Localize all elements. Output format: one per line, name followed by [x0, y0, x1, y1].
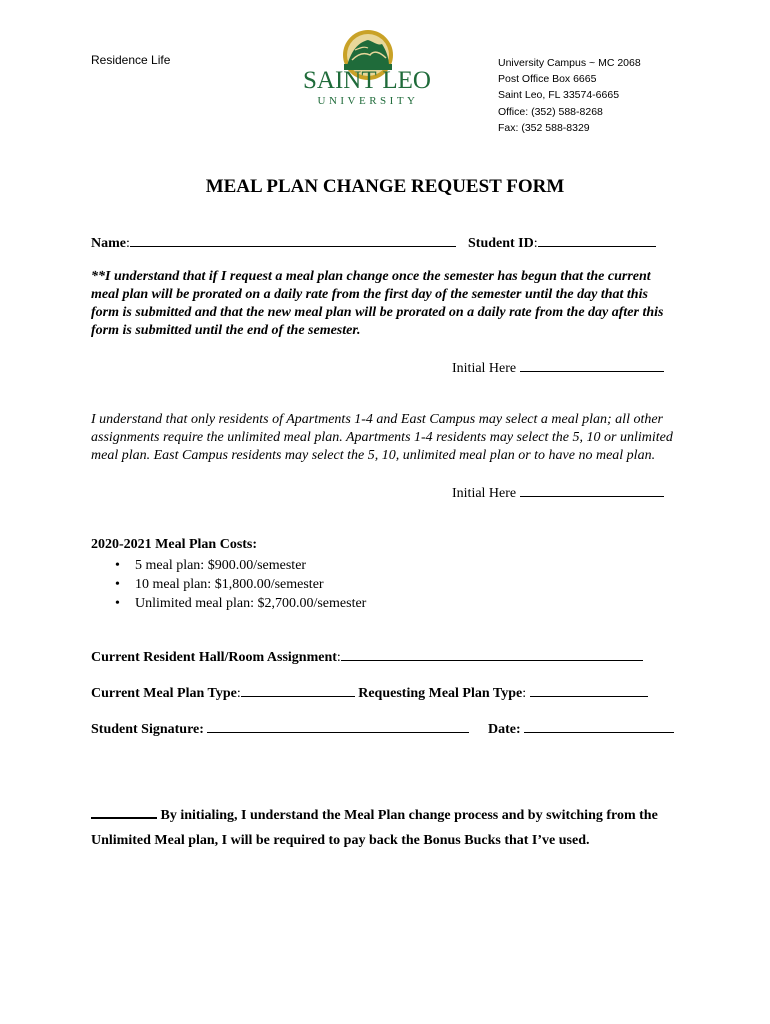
requesting-plan-field[interactable] — [530, 683, 648, 697]
student-id-row: Student ID: — [468, 233, 656, 252]
residence-row: Current Resident Hall/Room Assignment: — [91, 647, 643, 666]
address-block — [498, 55, 641, 136]
saint-leo-logo — [300, 28, 435, 108]
student-id-label: Student ID — [468, 236, 534, 251]
initial-row-1 — [452, 358, 664, 377]
initial-row-2 — [452, 483, 664, 502]
acknowledgement-text: By initialing, I understand the Meal Plan change process and by switching from the Unlimited Meal plan, I will be required to pay back the Bonus Bucks that I’ve used. — [91, 808, 658, 848]
address-line: Saint Leo, FL 33574-6665 — [498, 89, 620, 102]
costs-list — [91, 556, 366, 613]
current-plan-label: Current Meal Plan Type — [91, 686, 237, 701]
address-line: Post Office Box 6665 — [498, 73, 597, 86]
initial-field-2[interactable] — [520, 483, 664, 497]
name-label: Name — [91, 236, 126, 251]
logo-name: SAINT LEO — [302, 67, 432, 94]
costs-title: 2020-2021 Meal Plan Costs: — [91, 537, 258, 552]
list-item: • 10 meal plan: $1,800.00/semester — [115, 577, 324, 592]
form-title: MEAL PLAN CHANGE REQUEST FORM — [205, 176, 565, 197]
residency-statement: I understand that only residents of Apartments 1-4 and East Campus may select a meal plan; all other assignments require the unlimited meal plan. Apartments 1-4 residents may select the 5, 10 or unlimited meal plan. East Campus residents may select the 5, 10, unlimited meal plan or to have no meal plan. — [91, 412, 673, 463]
date-label: Date: — [488, 722, 521, 737]
list-item: • 5 meal plan: $900.00/semester — [115, 558, 307, 573]
acknowledgement — [91, 799, 691, 853]
name-field[interactable] — [130, 233, 456, 247]
address-line: Fax: (352 588-8329 — [498, 121, 590, 134]
department-label: Residence Life — [91, 53, 171, 67]
initial-field-1[interactable] — [520, 358, 664, 372]
bullet-icon: • — [115, 558, 120, 573]
list-item: • Unlimited meal plan: $2,700.00/semester — [115, 596, 367, 611]
logo-subtitle: UNIVERSITY — [317, 95, 419, 107]
address-line: University Campus ~ MC 2068 — [498, 57, 641, 69]
bullet-icon: • — [115, 596, 120, 611]
plan-type-row: Current Meal Plan Type: Requesting Meal Plan Type: — [91, 683, 648, 702]
bullet-icon: • — [115, 577, 120, 592]
residence-label: Current Resident Hall/Room Assignment — [91, 650, 337, 665]
residence-field[interactable] — [341, 647, 643, 661]
initial-label: Initial Here — [452, 361, 517, 376]
ack-initial-field[interactable] — [91, 799, 157, 819]
signature-row — [91, 719, 469, 738]
proration-statement: **I understand that if I request a meal plan change once the semester has begun that the current meal plan will be prorated on a daily rate from the first day of the semester until the day that this form is submitted and that the new meal plan will be prorated on a daily rate from the day after this form is submitted until the end of the semester. — [91, 269, 664, 338]
name-row: Name: — [91, 233, 456, 252]
student-id-field[interactable] — [538, 233, 656, 247]
initial-label: Initial Here — [452, 486, 517, 501]
requesting-plan-label: Requesting Meal Plan Type — [358, 686, 523, 701]
date-field[interactable] — [524, 719, 674, 733]
current-plan-field[interactable] — [241, 683, 355, 697]
date-row — [488, 719, 674, 738]
address-line: Office: (352) 588-8268 — [498, 105, 603, 118]
signature-label: Student Signature: — [91, 722, 204, 737]
signature-field[interactable] — [207, 719, 469, 733]
